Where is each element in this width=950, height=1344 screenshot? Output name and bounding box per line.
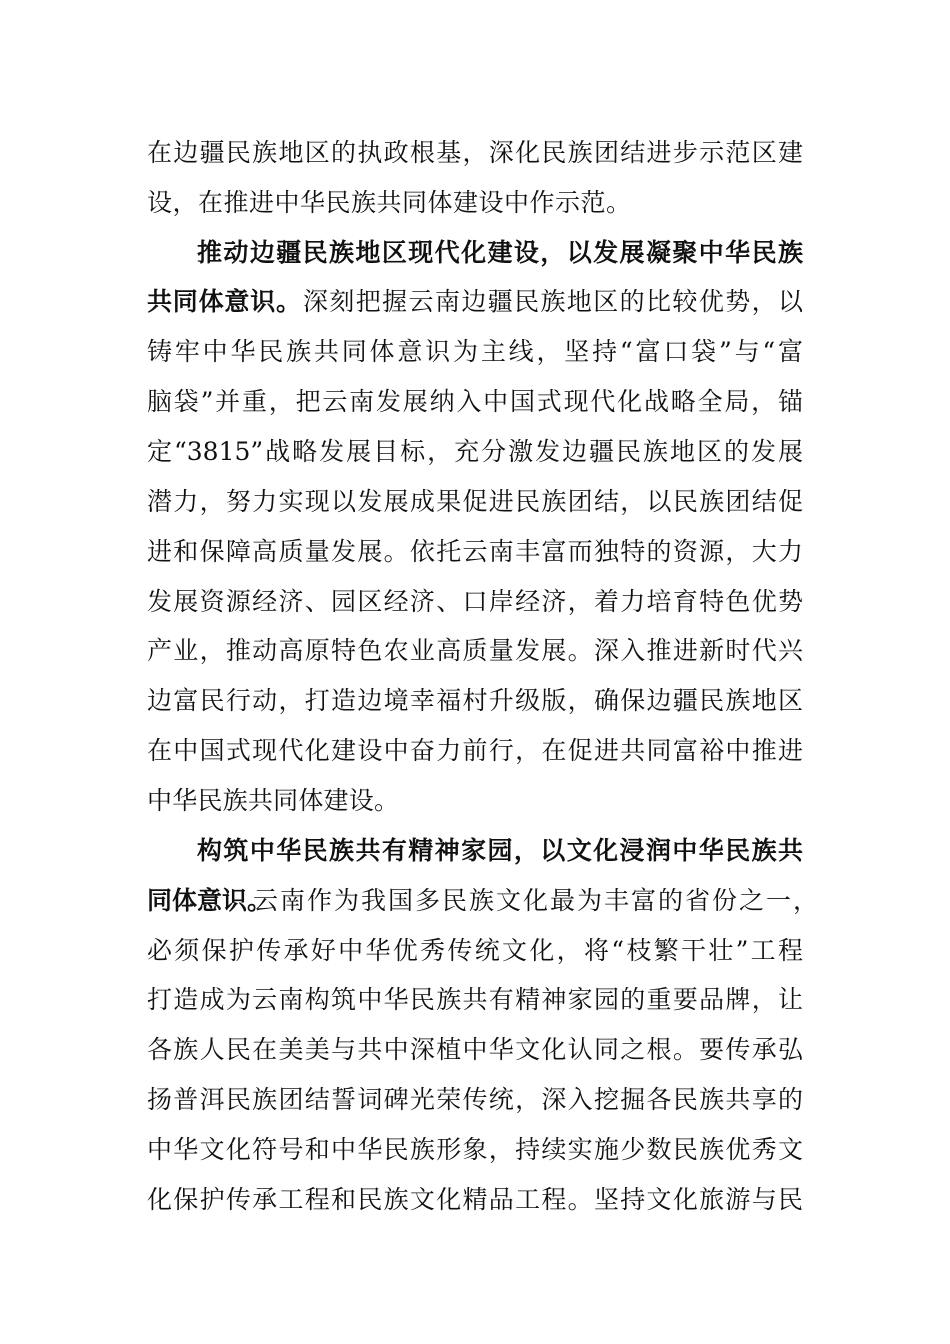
text-segment: 云南作为我国多民族文化最为丰富的省份之一， xyxy=(253,886,818,915)
text-segment: 定“3815”战略发展目标，充分激发边疆民族地区的发展 xyxy=(147,437,803,466)
text-line xyxy=(0,881,950,921)
paragraph-heading: 同体意识。 xyxy=(147,886,273,915)
text-segment: 脑袋”并重，把云南发展纳入中国式现代化战略全局，锚 xyxy=(147,387,803,416)
paragraph-heading: 构筑中华民族共有精神家园，以文化浸润中华民族共 xyxy=(197,836,803,865)
paragraph-heading-line xyxy=(0,831,950,871)
text-segment: 扬普洱民族团结誓词碑光荣传统，深入挖掘各民族共享的 xyxy=(147,1085,803,1114)
text-segment: 设，在推进中华民族共同体建设中作示范。 xyxy=(147,188,631,217)
text-line xyxy=(0,980,950,1020)
text-segment: 进和保障高质量发展。依托云南丰富而独特的资源，大力 xyxy=(147,537,803,566)
text-line xyxy=(0,382,950,422)
paragraph-heading: 共同体意识。 xyxy=(147,287,301,316)
text-line xyxy=(0,183,950,223)
text-segment: 潜力，努力实现以发展成果促进民族团结，以民族团结促 xyxy=(147,487,803,516)
text-segment: 打造成为云南构筑中华民族共有精神家园的重要品牌，让 xyxy=(147,985,803,1014)
text-line xyxy=(0,282,950,322)
text-line xyxy=(0,1130,950,1170)
paragraph-heading: 推动边疆民族地区现代化建设，以发展凝聚中华民族 xyxy=(197,238,803,267)
text-segment: 中华民族共同体建设。 xyxy=(147,786,399,815)
text-segment: 必须保护传承好中华优秀传统文化，将“枝繁干壮”工程 xyxy=(147,936,803,965)
text-segment: 中华文化符号和中华民族形象，持续实施少数民族优秀文 xyxy=(147,1135,803,1164)
text-line xyxy=(0,681,950,721)
paragraph-heading-line xyxy=(0,233,950,273)
text-segment: 发展资源经济、园区经济、口岸经济，着力培育特色优势 xyxy=(147,587,803,616)
text-line xyxy=(0,482,950,522)
text-line xyxy=(0,532,950,572)
text-line xyxy=(0,631,950,671)
text-line xyxy=(0,133,950,173)
text-segment: 在边疆民族地区的执政根基，深化民族团结进步示范区建 xyxy=(147,138,803,167)
text-line xyxy=(0,332,950,372)
text-segment: 在中国式现代化建设中奋力前行，在促进共同富裕中推进 xyxy=(147,736,803,765)
text-line xyxy=(0,1080,950,1120)
text-line xyxy=(0,1030,950,1070)
text-segment: 产业，推动高原特色农业高质量发展。深入推进新时代兴 xyxy=(147,636,803,665)
text-line xyxy=(0,931,950,971)
text-line xyxy=(0,781,950,821)
text-segment: 化保护传承工程和民族文化精品工程。坚持文化旅游与民 xyxy=(147,1185,803,1214)
text-segment: 各族人民在美美与共中深植中华文化认同之根。要传承弘 xyxy=(147,1035,803,1064)
text-line xyxy=(0,1180,950,1220)
text-line xyxy=(0,582,950,622)
text-line xyxy=(0,731,950,771)
text-line xyxy=(0,432,950,472)
text-segment: 铸牢中华民族共同体意识为主线，坚持“富口袋”与“富 xyxy=(147,337,803,366)
text-segment: 边富民行动，打造边境幸福村升级版，确保边疆民族地区 xyxy=(147,686,803,715)
text-segment: 深刻把握云南边疆民族地区的比较优势，以 xyxy=(303,287,803,316)
